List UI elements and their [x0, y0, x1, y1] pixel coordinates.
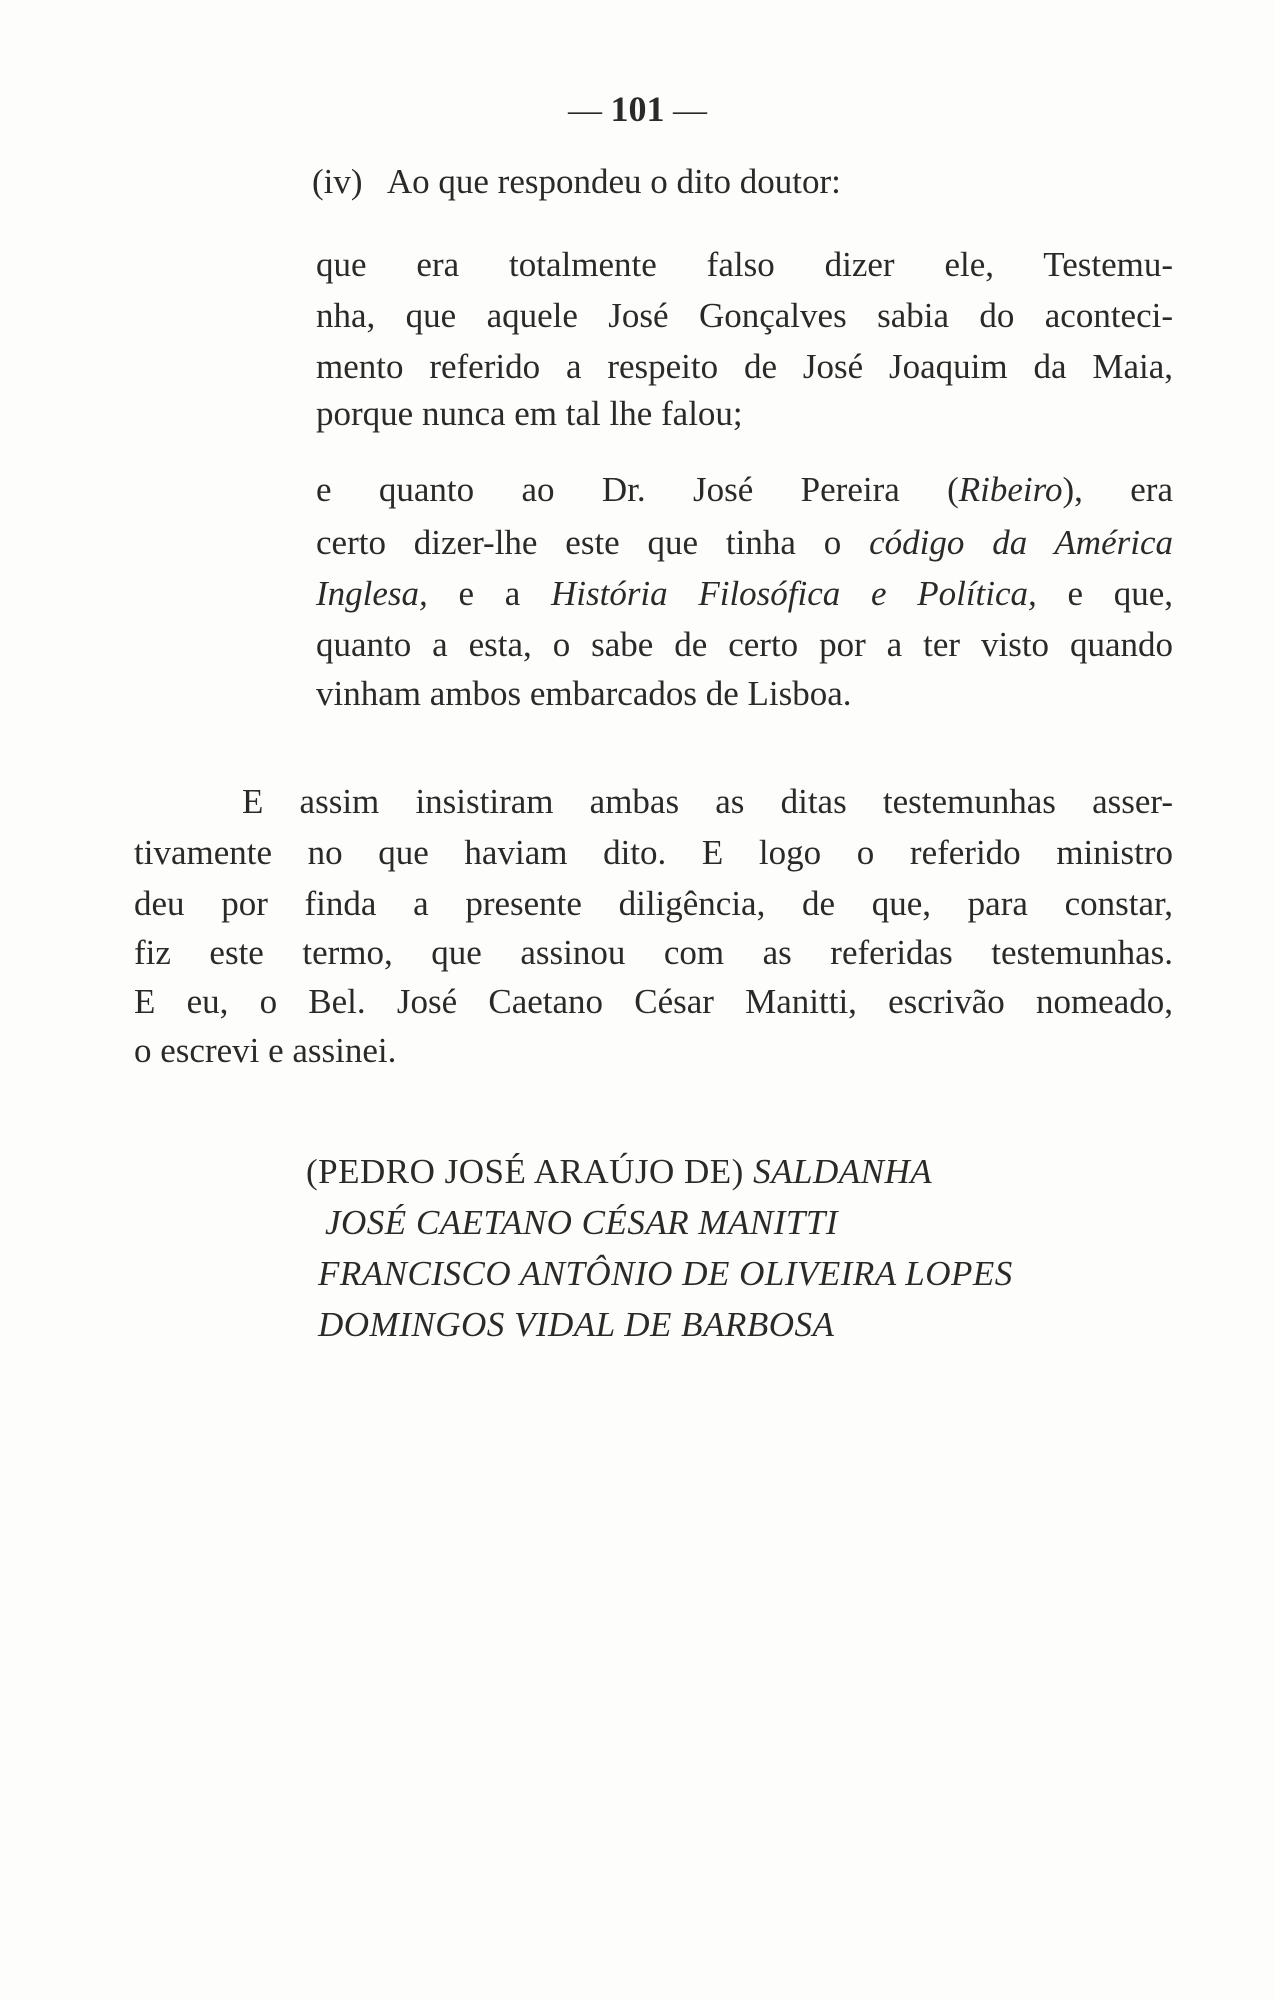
italic-text: FRANCISCO ANTÔNIO DE OLIVEIRA LOPES [318, 1254, 1013, 1293]
italic-text: SALDANHA [753, 1152, 933, 1191]
page-number-value: 101 [610, 89, 665, 129]
text: e a [427, 574, 551, 613]
intro-text: Ao que respondeu o dito doutor: [386, 162, 841, 201]
para2-line: quanto a esta, o sabe de certo por a ter visto quando [316, 625, 1173, 664]
signature-manitti [325, 1203, 838, 1243]
para3-line: tivamente no que haviam dito. E logo o referido ministro [134, 833, 1173, 872]
dash: — [673, 92, 707, 129]
para1-line: porque nunca em tal lhe falou; [316, 394, 743, 433]
para2-line [316, 574, 1173, 614]
para2-line [316, 470, 1173, 510]
italic-text: DOMINGOS VIDAL DE BARBOSA [318, 1305, 835, 1344]
para3-line: E assim insistiram ambas as ditas testemunhas asser- [242, 782, 1173, 821]
text: e quanto ao Dr. José Pereira ( [316, 470, 959, 509]
italic-text: História Filosófica e Política, [550, 574, 1037, 613]
para2-line: vinham ambos embarcados de Lisboa. [316, 674, 852, 713]
italic-text: Ribeiro [958, 470, 1063, 509]
italic-text: JOSÉ CAETANO CÉSAR MANITTI [325, 1203, 839, 1242]
para3-line: o escrevi e assinei. [134, 1031, 397, 1070]
signature-lopes [318, 1254, 1013, 1294]
page-number [0, 88, 1275, 130]
para3-line: E eu, o Bel. José Caetano César Manitti, escrivão nomeado, [134, 982, 1173, 1021]
text: certo dizer-lhe este que tinha o [316, 523, 870, 562]
signature-saldanha [306, 1152, 932, 1192]
intro-line [312, 162, 841, 202]
para3-line: fiz este termo, que assinou com as referidas testemunhas. [134, 933, 1173, 972]
para1-line: mento referido a respeito de José Joaquim da Maia, [316, 347, 1173, 386]
para3-line: deu por finda a presente diligência, de que, para constar, [134, 884, 1173, 923]
italic-text: código da América [869, 523, 1173, 562]
para1-line: que era totalmente falso dizer ele, Testemu- [316, 245, 1173, 284]
text: e que, [1036, 574, 1173, 613]
para2-line [316, 523, 1173, 563]
para1-line: nha, que aquele José Gonçalves sabia do aconteci- [316, 296, 1173, 335]
section-label: (iv) [312, 162, 363, 201]
italic-text: Inglesa, [316, 574, 428, 613]
dash: — [568, 92, 602, 129]
text: ), era [1062, 470, 1173, 509]
signature-barbosa [318, 1305, 834, 1345]
text: (PEDRO JOSÉ ARAÚJO DE) [306, 1152, 754, 1191]
